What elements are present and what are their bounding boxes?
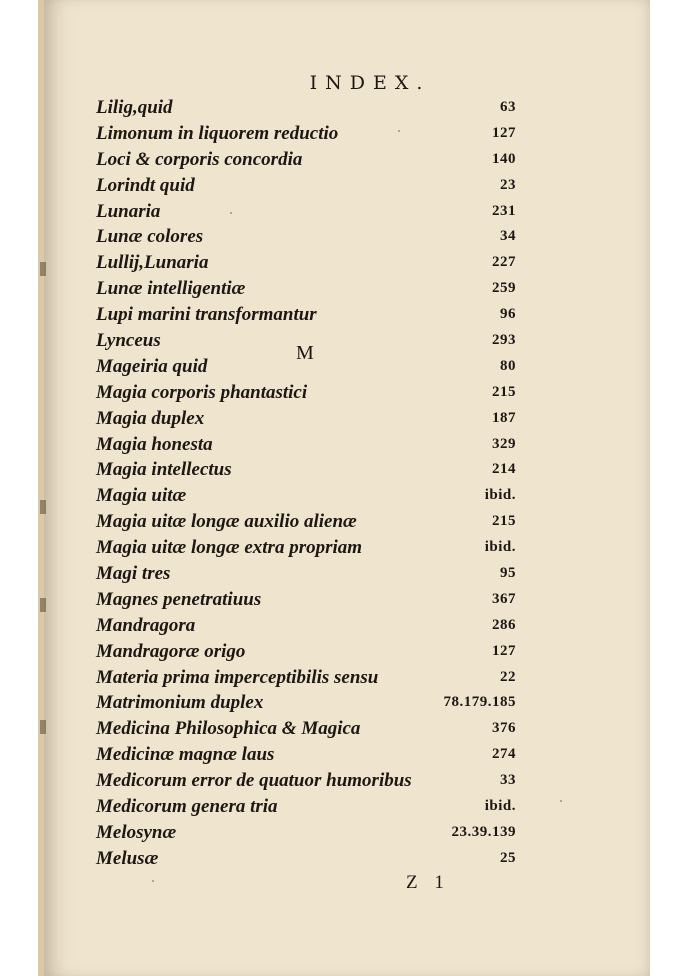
page-reference: 96 — [500, 306, 516, 323]
index-entry — [96, 509, 516, 535]
index-term: Magia uitæ longæ auxilio alienæ — [96, 511, 357, 533]
page-reference: 140 — [492, 150, 516, 167]
index-entry — [96, 432, 516, 458]
index-entry — [96, 561, 516, 587]
index-entry — [96, 380, 516, 406]
paper-speck — [230, 212, 232, 214]
index-term: Lunæ intelligentiæ — [96, 278, 246, 300]
index-entry — [96, 794, 516, 820]
page-reference: 215 — [492, 513, 516, 530]
index-entry — [96, 665, 516, 691]
page-reference: 376 — [492, 720, 516, 737]
index-entry — [96, 121, 516, 147]
index-term: Limonum in liquorem reductio — [96, 122, 339, 144]
index-term: Medicinæ magnæ laus — [96, 744, 275, 766]
page-reference: 63 — [500, 99, 516, 115]
index-term: Lunæ colores — [96, 226, 204, 248]
index-term: Lynceus — [96, 330, 161, 352]
index-entry — [96, 147, 516, 173]
index-entry — [96, 406, 516, 432]
page-reference: 33 — [500, 772, 516, 789]
index-term: Matrimonium duplex — [96, 692, 264, 714]
index-entry — [96, 224, 516, 250]
index-entry — [96, 276, 516, 302]
signature-mark: Z 1 — [406, 872, 450, 893]
binding-mark — [40, 598, 46, 612]
index-term: Magia uitæ longæ extra propriam — [96, 537, 363, 559]
page-title: INDEX. — [309, 72, 431, 94]
index-entry — [96, 354, 516, 380]
paper-speck — [152, 880, 154, 882]
index-term: Mandragora — [96, 614, 196, 636]
index-entry — [96, 199, 516, 225]
index-term: Medicorum error de quatuor humoribus — [96, 770, 412, 792]
page-reference: 78.179.185 — [443, 694, 516, 711]
index-entry — [96, 587, 516, 613]
page-reference: 25 — [500, 849, 516, 866]
index-term: Magia uitæ — [96, 485, 187, 507]
index-term: Magia honesta — [96, 433, 213, 455]
binding-mark — [40, 262, 46, 276]
binding-mark — [40, 500, 46, 514]
index-term: Medicina Philosophica & Magica — [96, 718, 361, 740]
page-reference: 231 — [492, 202, 516, 219]
index-term: Magia intellectus — [96, 459, 232, 481]
index-entry — [96, 483, 516, 509]
index-term: Magnes penetratiuus — [96, 588, 262, 610]
index-term: Materia prima imperceptibilis sensu — [96, 666, 379, 688]
page-reference: 329 — [492, 435, 516, 452]
page-reference: 23.39.139 — [451, 823, 516, 840]
index-term: Melusæ — [96, 847, 159, 869]
index-entry — [96, 173, 516, 199]
index-entry — [96, 250, 516, 276]
page-reference: 95 — [500, 565, 516, 582]
page-reference: 23 — [500, 176, 516, 193]
index-term: Melosynæ — [96, 821, 177, 843]
index-term: Magi tres — [96, 563, 171, 585]
page-reference: 286 — [492, 616, 516, 633]
binding-mark — [40, 720, 46, 734]
index-term: Medicorum genera tria — [96, 796, 278, 818]
page-reference: ibid. — [484, 487, 516, 504]
index-entry — [96, 302, 516, 328]
page-reference: 367 — [492, 590, 516, 607]
index-entry — [96, 639, 516, 665]
page-reference: 80 — [500, 357, 516, 374]
page-reference: 127 — [492, 124, 516, 141]
index-term: Lunaria — [96, 200, 161, 222]
index-entry — [96, 328, 516, 354]
index-term: Loci & corporis concordia — [96, 148, 303, 170]
index-term: Lilig,quid — [96, 97, 173, 118]
page-reference: ibid. — [484, 539, 516, 556]
index-list — [96, 95, 516, 872]
index-term: Lullij,Lunaria — [96, 252, 209, 274]
page-reference: 274 — [492, 746, 516, 763]
paper-speck — [398, 130, 400, 132]
index-term: Magia duplex — [96, 407, 205, 429]
page-reference: 22 — [500, 668, 516, 685]
section-letter: M — [296, 342, 314, 364]
page-reference: 214 — [492, 461, 516, 478]
page-reference: 127 — [492, 642, 516, 659]
index-entry — [96, 535, 516, 561]
index-entry — [96, 95, 516, 121]
page-reference: 187 — [492, 409, 516, 426]
page-reference: ibid. — [484, 798, 516, 815]
index-entry — [96, 690, 516, 716]
page-reference: 227 — [492, 254, 516, 271]
index-term: Mandragoræ origo — [96, 640, 246, 662]
page-reference: 259 — [492, 280, 516, 297]
index-entry — [96, 742, 516, 768]
index-term: Lorindt quid — [96, 174, 195, 196]
page-reference: 34 — [500, 228, 516, 245]
index-entry — [96, 457, 516, 483]
page-reference: 215 — [492, 383, 516, 400]
index-entry — [96, 613, 516, 639]
index-term: Mageiria quid — [96, 355, 208, 377]
index-entry — [96, 716, 516, 742]
index-entry — [96, 820, 516, 846]
index-entry — [96, 768, 516, 794]
index-term: Magia corporis phantastici — [96, 381, 308, 403]
index-term: Lupi marini transformantur — [96, 304, 317, 326]
index-entry — [96, 846, 516, 872]
paper-speck — [560, 800, 562, 802]
page-reference: 293 — [492, 332, 516, 349]
